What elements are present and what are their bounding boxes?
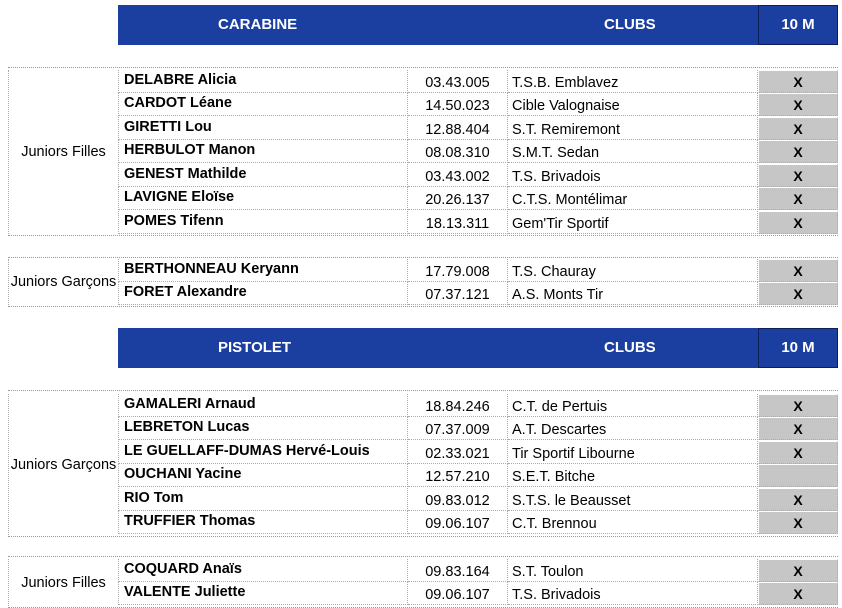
group-juniors-filles-pistolet bbox=[8, 559, 838, 606]
club-name: S.T. Toulon bbox=[508, 559, 758, 582]
table-row bbox=[118, 93, 838, 116]
event-mark: X bbox=[758, 140, 838, 163]
event-mark: X bbox=[758, 259, 838, 282]
table-row bbox=[118, 559, 838, 582]
athlete-name: GENEST Mathilde bbox=[118, 164, 408, 187]
table-row bbox=[118, 511, 838, 534]
license-number: 20.26.137 bbox=[408, 187, 508, 210]
license-number: 07.37.009 bbox=[408, 417, 508, 440]
table-row bbox=[118, 282, 838, 305]
table-row bbox=[118, 417, 838, 440]
event-mark: X bbox=[758, 282, 838, 305]
clubs-column-header: CLUBS bbox=[604, 339, 656, 356]
license-number: 09.83.164 bbox=[408, 559, 508, 582]
athlete-name: LE GUELLAFF-DUMAS Hervé-Louis bbox=[118, 441, 408, 464]
group-label: Juniors Filles bbox=[8, 70, 118, 234]
event-mark: X bbox=[758, 117, 838, 140]
license-number: 03.43.005 bbox=[408, 70, 508, 93]
group-label: Juniors Garçons bbox=[8, 259, 118, 305]
section-header-pistolet bbox=[118, 328, 838, 368]
license-number: 18.84.246 bbox=[408, 394, 508, 417]
event-mark: X bbox=[758, 582, 838, 605]
event-mark: X bbox=[758, 488, 838, 511]
license-number: 03.43.002 bbox=[408, 164, 508, 187]
club-name: S.M.T. Sedan bbox=[508, 140, 758, 163]
athlete-name: DELABRE Alicia bbox=[118, 70, 408, 93]
table-row bbox=[118, 394, 838, 417]
club-name: T.S.B. Emblavez bbox=[508, 70, 758, 93]
event-mark: X bbox=[758, 211, 838, 234]
athlete-name: POMES Tifenn bbox=[118, 211, 408, 234]
athlete-name: LEBRETON Lucas bbox=[118, 417, 408, 440]
table-row bbox=[118, 441, 838, 464]
athlete-name: LAVIGNE Eloïse bbox=[118, 187, 408, 210]
table-row bbox=[118, 582, 838, 605]
table-row bbox=[118, 117, 838, 140]
club-name: S.E.T. Bitche bbox=[508, 464, 758, 487]
section-title: PISTOLET bbox=[218, 339, 292, 356]
club-name: C.T.S. Montélimar bbox=[508, 187, 758, 210]
athlete-name: GIRETTI Lou bbox=[118, 117, 408, 140]
club-name: T.S. Chauray bbox=[508, 259, 758, 282]
license-number: 02.33.021 bbox=[408, 441, 508, 464]
athlete-name: OUCHANI Yacine bbox=[118, 464, 408, 487]
event-mark: X bbox=[758, 187, 838, 210]
table-row bbox=[118, 70, 838, 93]
athlete-name: FORET Alexandre bbox=[118, 282, 408, 305]
event-mark: X bbox=[758, 164, 838, 187]
club-name: S.T. Remiremont bbox=[508, 117, 758, 140]
athlete-name: VALENTE Juliette bbox=[118, 582, 408, 605]
group-juniors-garcons-pistolet bbox=[8, 394, 838, 535]
club-name: C.T. de Pertuis bbox=[508, 394, 758, 417]
table-row bbox=[118, 164, 838, 187]
license-number: 18.13.311 bbox=[408, 211, 508, 234]
license-number: 09.06.107 bbox=[408, 511, 508, 534]
club-name: Cible Valognaise bbox=[508, 93, 758, 116]
event-mark: X bbox=[758, 559, 838, 582]
group-label: Juniors Filles bbox=[8, 559, 118, 606]
event-mark: X bbox=[758, 93, 838, 116]
license-number: 17.79.008 bbox=[408, 259, 508, 282]
club-name: C.T. Brennou bbox=[508, 511, 758, 534]
athlete-name: COQUARD Anaïs bbox=[118, 559, 408, 582]
athlete-name: HERBULOT Manon bbox=[118, 140, 408, 163]
license-number: 09.83.012 bbox=[408, 488, 508, 511]
club-name: A.T. Descartes bbox=[508, 417, 758, 440]
event-mark: X bbox=[758, 394, 838, 417]
athlete-name: CARDOT Léane bbox=[118, 93, 408, 116]
athlete-name: GAMALERI Arnaud bbox=[118, 394, 408, 417]
athlete-name: TRUFFIER Thomas bbox=[118, 511, 408, 534]
license-number: 09.06.107 bbox=[408, 582, 508, 605]
group-juniors-garcons-carabine bbox=[8, 259, 838, 305]
athlete-name: BERTHONNEAU Keryann bbox=[118, 259, 408, 282]
event-column-header: 10 M bbox=[758, 328, 838, 368]
event-mark: X bbox=[758, 417, 838, 440]
club-name: A.S. Monts Tir bbox=[508, 282, 758, 305]
table-row bbox=[118, 187, 838, 210]
license-number: 07.37.121 bbox=[408, 282, 508, 305]
table-row bbox=[118, 259, 838, 282]
club-name: Gem'Tir Sportif bbox=[508, 211, 758, 234]
license-number: 12.88.404 bbox=[408, 117, 508, 140]
table-row bbox=[118, 140, 838, 163]
club-name: S.T.S. le Beausset bbox=[508, 488, 758, 511]
club-name: T.S. Brivadois bbox=[508, 164, 758, 187]
athlete-name: RIO Tom bbox=[118, 488, 408, 511]
club-name: T.S. Brivadois bbox=[508, 582, 758, 605]
table-row bbox=[118, 211, 838, 234]
event-mark: X bbox=[758, 441, 838, 464]
license-number: 08.08.310 bbox=[408, 140, 508, 163]
event-mark bbox=[758, 464, 838, 487]
license-number: 12.57.210 bbox=[408, 464, 508, 487]
license-number: 14.50.023 bbox=[408, 93, 508, 116]
table-row bbox=[118, 464, 838, 487]
section-header-carabine bbox=[118, 5, 838, 45]
event-column-header: 10 M bbox=[758, 5, 838, 45]
event-mark: X bbox=[758, 70, 838, 93]
clubs-column-header: CLUBS bbox=[604, 16, 656, 33]
event-mark: X bbox=[758, 511, 838, 534]
group-label: Juniors Garçons bbox=[8, 394, 118, 535]
section-title: CARABINE bbox=[218, 16, 298, 33]
table-row bbox=[118, 488, 838, 511]
club-name: Tir Sportif Libourne bbox=[508, 441, 758, 464]
group-juniors-filles-carabine bbox=[8, 70, 838, 234]
